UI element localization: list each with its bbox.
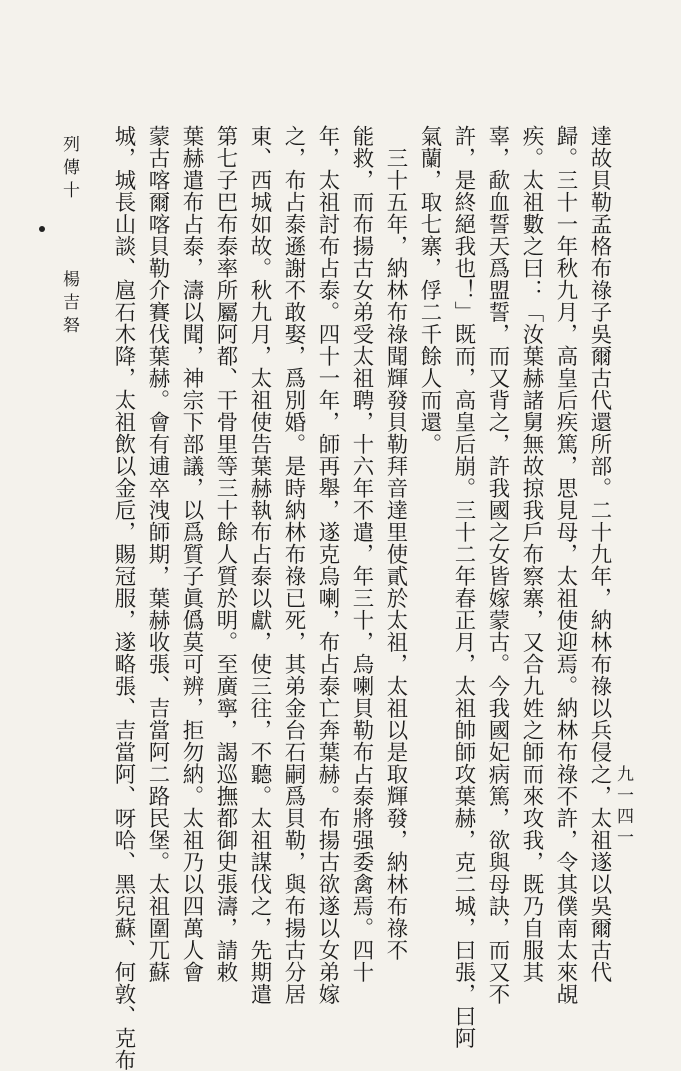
- text-column-10: 之，布占泰遜謝不敢娶，爲別婚。是時納林布祿已死，其弟金台石嗣爲貝勒，與布揚古分居: [281, 125, 306, 1005]
- text-column-2: 歸。三十一年秋九月，高皇后疾篤，思見母，太祖使迎焉。納林布祿不許，令其僕南太來覘: [553, 125, 578, 1005]
- text-column-14: 蒙古喀爾喀貝勒介賽伐葉赫。會有逋卒洩師期，葉赫收張、吉當阿二路民堡。太祖圍兀蘇: [145, 125, 170, 983]
- text-column-4: 辜，歃血誓天爲盟誓，而又背之，許我國之女皆嫁蒙古。今我國妃病篤，欲與母訣，而又不: [485, 125, 510, 1005]
- text-column-9: 年，太祖討布占泰。四十一年，師再舉，遂克烏喇，布占泰亡奔葉赫。布揚古欲遂以女弟嫁: [315, 125, 340, 1005]
- text-column-3: 疾。太祖數之曰：「汝葉赫諸舅無故掠我戶布察寨，又合九姓之師而來攻我，既乃自服其: [519, 125, 544, 983]
- chapter-header: 列傳十: [59, 135, 79, 204]
- text-column-7: 三十五年，納林布祿聞輝發貝勒拜音達里使貳於太祖，太祖以是取輝發，納林布祿不: [383, 125, 408, 961]
- page-number: 九一四一: [613, 765, 633, 849]
- text-column-5: 許，是終絕我也！」既而，高皇后崩。三十二年春正月，太祖帥師攻葉赫，克二城，曰張，曰阿: [451, 125, 476, 1049]
- text-column-12: 第七子巴布泰率所屬阿都、干骨里等三十餘人質於明。至廣寧，謁巡撫都御史張濤，請敕: [213, 125, 238, 983]
- text-column-11: 東、西城如故。秋九月，太祖使告葉赫執布占泰以獻，使三往，不聽。太祖謀伐之，先期遣: [247, 125, 272, 1005]
- text-column-15: 城，城長山談、扈石木降，太祖飲以金卮，賜冠服，遂略張、吉當阿、呀哈、黑兒蘇、何敦、克布: [111, 125, 136, 1071]
- text-column-6: 氣蘭，取七寨，俘二千餘人而還。: [417, 125, 442, 455]
- person-header: 楊吉砮: [59, 270, 79, 339]
- margin-dot: [39, 226, 45, 232]
- text-column-8: 能救，而布揚古女弟受太祖聘，十六年不遣，年三十，烏喇貝勒布占泰將强委禽焉。四十: [349, 125, 374, 983]
- text-column-13: 葉赫遣布占泰，濤以聞，神宗下部議，以爲質子眞僞莫可辨，拒勿納。太祖乃以四萬人會: [179, 125, 204, 983]
- text-column-1: 達故貝勒孟格布祿子吳爾古代還所部。二十九年，納林布祿以兵侵之，太祖遂以吳爾古代: [587, 125, 612, 983]
